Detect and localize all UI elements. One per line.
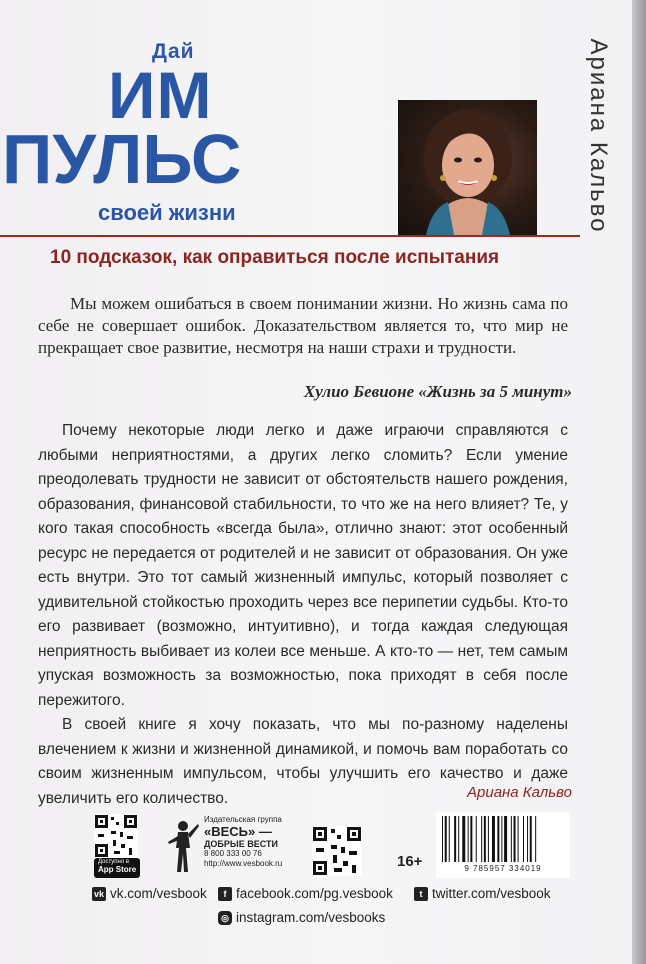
publisher-logo-icon	[166, 818, 200, 876]
barcode-bar	[445, 816, 447, 862]
author-photo	[398, 100, 537, 235]
subtitle: 10 подсказок, как оправиться после испытания	[50, 247, 500, 268]
link-instagram[interactable]	[218, 910, 385, 925]
publisher-site[interactable]: http://www.vesbook.ru	[204, 859, 283, 868]
publisher-slogan: ДОБРЫЕ ВЕСТИ	[204, 839, 278, 849]
barcode-bar	[492, 816, 495, 862]
publisher-name: «ВЕСЬ» —	[204, 824, 272, 839]
barcode-bar	[535, 816, 536, 862]
app-store-label: App Store	[98, 865, 137, 874]
facebook-icon: f	[218, 887, 232, 901]
barcode-bar	[518, 816, 519, 862]
barcode-bar	[504, 816, 507, 862]
qr-code-app[interactable]	[94, 814, 138, 858]
app-store-badge[interactable]	[94, 858, 140, 878]
age-rating: 16+	[397, 853, 423, 870]
barcode-bar	[514, 816, 516, 862]
barcode-bar	[454, 816, 456, 862]
link-instagram-label: instagram.com/vesbooks	[236, 910, 386, 925]
barcode-bar	[511, 816, 512, 862]
publisher-info	[204, 815, 290, 869]
epigraph-author: Хулио Бевионе «Жизнь за 5 минут»	[303, 382, 572, 401]
book-spine-edge	[632, 0, 646, 964]
vk-icon: vk	[93, 888, 104, 899]
title-divider	[0, 235, 580, 237]
barcode-bar	[497, 816, 499, 862]
barcode-bar	[468, 816, 469, 862]
author-name-vertical: Ариана Кальво	[585, 38, 612, 234]
title-svoei-zhizni: своей жизни	[98, 200, 236, 225]
barcode-bar	[476, 816, 477, 862]
annotation-paragraph-1: Почему некоторые люди легко и даже играючи справляются с любыми неприятностями, а других легко сломить? Если умение преодолевать трудности не зависит от обстоятельств нашего рождения, образования, финансовой стабильности, то что же на него влияет? Те, у кого такая способность «всегда была», отлично знают: этот особенный ресурс не передается от родителей и не зависит от образования. Он уже есть внутри. Это тот самый жизненный импульс, который позволяет с удивительной стойкостью проходить через все перипетии судьбы. Кто-то его развивает (возможно, интуитивно), и тогда каждая следующая неприятность выбивает из колеи все меньше. А кто-то — нет, тем самым упуская возможность за возможностью, пока приходят в себя после пережитого.	[38, 422, 568, 709]
author-signature: Ариана Кальво	[467, 784, 572, 801]
link-twitter-label: twitter.com/vesbook	[432, 886, 551, 901]
barcode-bar	[527, 816, 528, 862]
barcode-bar	[442, 816, 443, 862]
link-vk-label: vk.com/vesbook	[110, 886, 207, 901]
barcode-bar	[462, 816, 465, 862]
epigraph-text: Мы можем ошибаться в своем понимании жизни. Но жизнь сама по себе не совершает ошибок. Доказательством является то, что мир не прекращает свое развитие, несмотря на наши страхи и трудности.	[38, 294, 568, 357]
link-facebook-label: facebook.com/pg.vesbook	[236, 886, 393, 901]
annotation-body	[38, 419, 568, 811]
instagram-icon: ◎	[218, 911, 232, 925]
barcode-bar	[501, 816, 502, 862]
barcode-bar	[458, 816, 459, 862]
barcode-bar	[523, 816, 524, 862]
app-store-small-label: Доступно в	[98, 859, 130, 865]
link-facebook[interactable]	[218, 886, 393, 901]
isbn-digits: 9 785957 334019	[464, 864, 542, 873]
barcode-bar	[481, 816, 482, 862]
barcode-bar	[488, 816, 489, 862]
link-twitter[interactable]	[414, 886, 551, 901]
twitter-icon: t	[414, 887, 428, 901]
annotation-paragraph-2: В своей книге я хочу показать, что мы по-разному наделены влечением к жизни и жизненной динамикой, и помочь вам поработать со своим жизненным импульсом, чтобы улучшить его качество и даже увеличить его количество.	[38, 716, 568, 807]
barcode-bar	[470, 816, 472, 862]
title-day: Дай	[152, 40, 195, 63]
barcode-bar	[530, 816, 532, 862]
title-im: ИМ	[108, 58, 213, 132]
title-puls: ПУЛЬС	[2, 120, 242, 198]
publisher-group-label: Издательская группа	[204, 815, 282, 824]
barcode-bar	[484, 816, 486, 862]
qr-code-site[interactable]	[312, 826, 362, 876]
link-vk[interactable]	[92, 886, 207, 901]
barcode-bar	[449, 816, 450, 862]
publisher-phone: 8 800 333 00 76	[204, 849, 262, 858]
